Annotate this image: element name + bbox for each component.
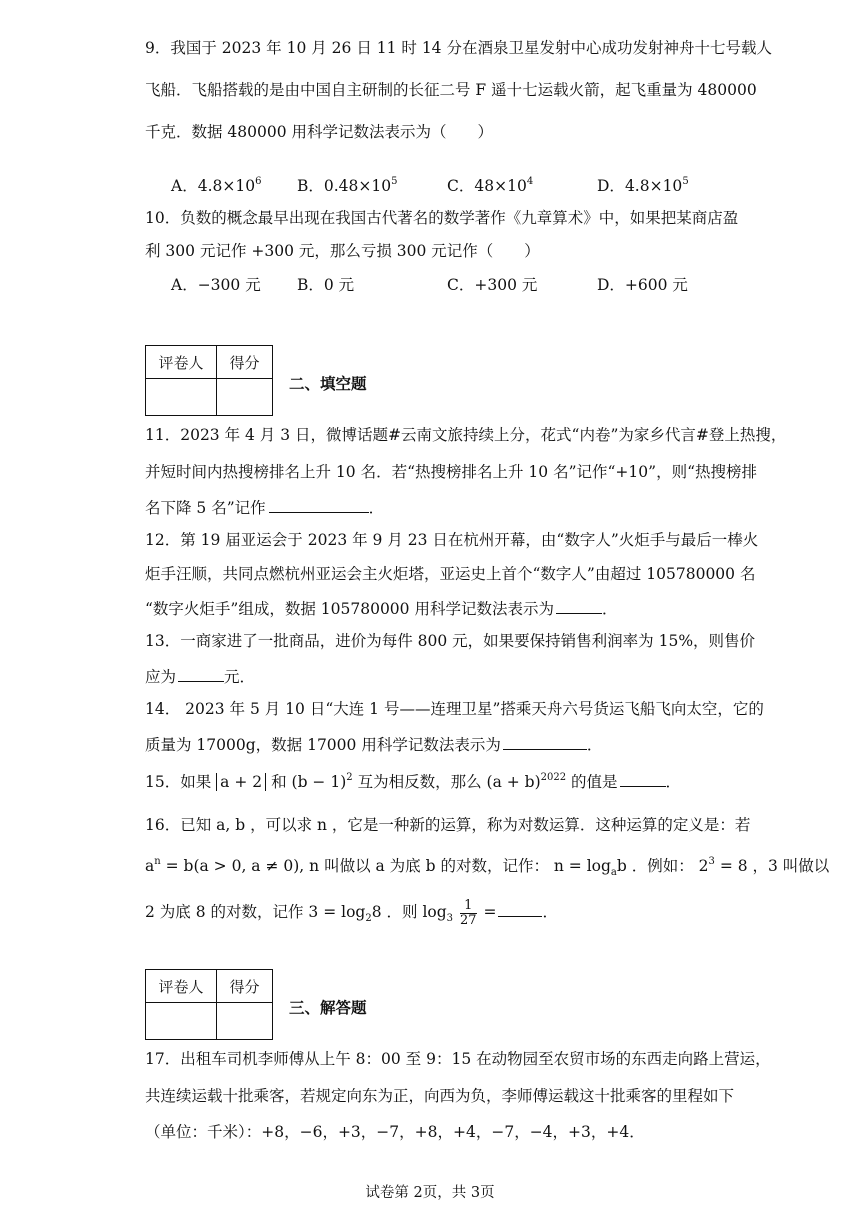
q16-line-1: 16．已知 a, b ，可以求 n ，它是一种新的运算，称为对数运算．这种运算的定义是：若	[145, 816, 751, 834]
q9-line-3: 千克．数据 480000 用科学记数法表示为（ ）	[145, 123, 494, 141]
q17-line-3: （单位：千米）：+8，−6，+3，−7，+8，+4，−7，−4，+3，+4．	[145, 1123, 645, 1141]
score-box-section-2	[145, 345, 273, 416]
score-cell[interactable]	[217, 1003, 273, 1040]
q10-option-c: C．+300 元	[447, 276, 538, 294]
q10-line-2: 利 300 元记作 +300 元，那么亏损 300 元记作（ ）	[145, 242, 540, 260]
q9-option-c: C．$48\times 10^4$	[447, 176, 534, 195]
q14-answer-blank[interactable]	[503, 733, 587, 750]
score-label: 得分	[217, 346, 273, 379]
q17-line-1: 17．出租车司机李师傅从上午 8：00 至 9：15 在动物园至农贸市场的东西走向路上营运，	[145, 1050, 771, 1068]
grader-label: 评卷人	[146, 970, 217, 1003]
q12-answer-blank[interactable]	[556, 597, 602, 614]
score-cell[interactable]	[217, 379, 273, 416]
q15-answer-blank[interactable]	[620, 770, 666, 787]
q16-fraction: $\frac{1}{27}$	[459, 897, 477, 928]
q16-answer-blank[interactable]	[498, 900, 542, 917]
q12-line-3: “数字火炬手”组成，数据 105780000 用科学记数法表示为 ．	[145, 597, 617, 619]
q12-line-2: 炬手汪顺，共同点燃杭州亚运会主火炬塔，亚运史上首个“数字人”由超过 105780000 名	[145, 565, 756, 583]
q13-line-1: 13．一商家进了一批商品，进价为每件 800 元，如果要保持销售利润率为 15%，则售价	[145, 632, 756, 650]
q12-line-1: 12．第 19 届亚运会于 2023 年 9 月 23 日在杭州开幕，由“数字人”火炬手与最后一棒火	[145, 531, 759, 549]
q11-line-1: 11．2023 年 4 月 3 日，微博话题#云南文旅持续上分，花式“内卷”为家乡代言#登上热搜，	[145, 426, 787, 444]
section-title-fill-in: 二、填空题	[289, 375, 367, 393]
q17-line-2: 共连续运载十批乘客，若规定向东为正，向西为负，李师傅运载这十批乘客的里程如下	[145, 1087, 735, 1105]
q9-line-1: 9．我国于 2023 年 10 月 26 日 11 时 14 分在酒泉卫星发射中心成功发射神舟十七号载人	[145, 39, 772, 57]
score-label: 得分	[217, 970, 273, 1003]
q9-option-a: A．$4.8\times 10^6$	[171, 176, 262, 195]
grader-label: 评卷人	[146, 346, 217, 379]
q14-line-1: 14． 2023 年 5 月 10 日“大连 1 号——连理卫星”搭乘天舟六号货运飞船飞向太空，它的	[145, 700, 764, 718]
q10-option-b: B．0 元	[297, 276, 355, 294]
q10-option-d: D．+600 元	[597, 276, 688, 294]
q16-line-3: 2 为底 8 的对数，记作 $3 = \log_28$ ．则 $\log_3$ $\frac{1}{27}$ = ．	[145, 897, 558, 928]
section-title-answer: 三、解答题	[289, 999, 367, 1017]
q9-line-2: 飞船．飞船搭载的是由中国自主研制的长征二号 F 遥十七运载火箭，起飞重量为 480000	[145, 81, 757, 99]
q10-line-1: 10．负数的概念最早出现在我国古代著名的数学著作《九章算术》中，如果把某商店盈	[145, 209, 739, 227]
score-box-section-3	[145, 969, 273, 1040]
q10-option-a: A．−300 元	[171, 276, 261, 294]
q11-line-3: 名下降 5 名”记作 ．	[145, 496, 384, 518]
grader-cell[interactable]	[146, 1003, 217, 1040]
q9-option-d: D．$4.8\times 10^5$	[597, 176, 689, 195]
q16-line-2: $a^n = b(a > 0$, a ≠ 0), n 叫做以 a 为底 b 的对数，记作： $n = \log_ab$ ．例如： $2^3 = 8$ ，3 叫做以	[145, 856, 830, 878]
q11-answer-blank[interactable]	[269, 496, 369, 513]
q9-option-b: B．$0.48\times 10^5$	[297, 176, 398, 195]
q13-answer-blank[interactable]	[178, 665, 224, 682]
q15-absolute-expression: a + 2	[216, 773, 266, 791]
q14-line-2: 质量为 17000g，数据 17000 用科学记数法表示为 ．	[145, 733, 602, 755]
q11-line-2: 并短时间内热搜榜排名上升 10 名．若“热搜榜排名上升 10 名”记作“+10”，则“热搜榜排	[145, 463, 757, 481]
grader-cell[interactable]	[146, 379, 217, 416]
q15-line: 15．如果 a + 2 和 $(b - 1)^2$ 互为相反数，那么 $(a + b)^{2022}$ 的值是 ．	[145, 772, 682, 791]
page-footer: 试卷第 2页，共 3页	[365, 1185, 495, 1201]
q13-line-2: 应为 元．	[145, 665, 255, 687]
